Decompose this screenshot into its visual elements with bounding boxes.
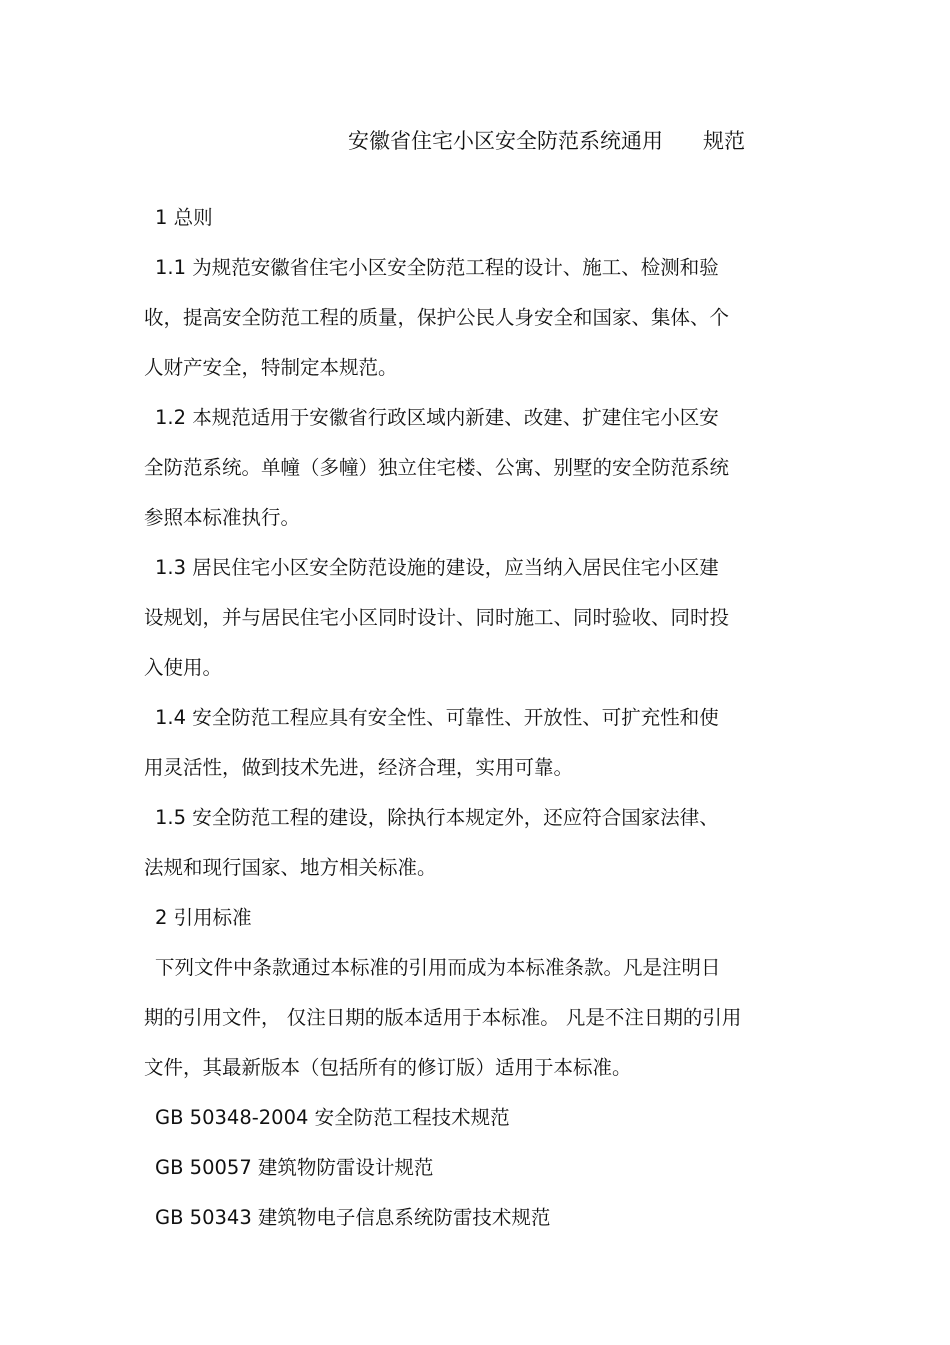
clause-1-1-line-2: 收，提高安全防范工程的质量，保护公民人身安全和国家、集体、个 [144,306,730,329]
reference-standard-item: GB 50343 建筑物电子信息系统防雷技术规范 [155,1206,551,1229]
clause-1-1-line-1: 1.1 为规范安徽省住宅小区安全防范工程的设计、施工、检测和验 [155,256,719,279]
clause-1-2-line-1: 1.2 本规范适用于安徽省行政区域内新建、改建、扩建住宅小区安 [155,406,719,429]
section-heading-references: 2 引用标准 [155,906,252,929]
clause-1-5-line-2: 法规和现行国家、地方相关标准。 [144,856,437,879]
references-intro-line-3: 文件，其最新版本（包括所有的修订版）适用于本标准。 [144,1056,632,1079]
clause-1-2-line-3: 参照本标准执行。 [144,506,301,529]
document-title [348,126,745,156]
references-intro-line-1: 下列文件中条款通过本标准的引用而成为本标准条款。凡是注明日 [155,956,721,979]
clause-1-3-line-1: 1.3 居民住宅小区安全防范设施的建设，应当纳入居民住宅小区建 [155,556,719,579]
section-heading-general: 1 总则 [155,206,213,229]
reference-standard-item: GB 50057 建筑物防雷设计规范 [155,1156,434,1179]
clause-1-4-line-2: 用灵活性，做到技术先进，经济合理，实用可靠。 [144,756,574,779]
references-intro-line-2: 期的引用文件， 仅注日期的版本适用于本标准。 凡是不注日期的引用 [144,1006,742,1029]
title-main: 安徽省住宅小区安全防范系统通用 [348,129,663,153]
clause-1-4-line-1: 1.4 安全防范工程应具有安全性、可靠性、开放性、可扩充性和使 [155,706,719,729]
reference-standard-item: GB 50348-2004 安全防范工程技术规范 [155,1106,510,1129]
clause-1-1-line-3: 人财产安全，特制定本规范。 [144,356,398,379]
title-suffix: 规范 [703,129,745,153]
clause-1-3-line-2: 设规划，并与居民住宅小区同时设计、同时施工、同时验收、同时投 [144,606,730,629]
clause-1-2-line-2: 全防范系统。单幢（多幢）独立住宅楼、公寓、别墅的安全防范系统 [144,456,730,479]
clause-1-3-line-3: 入使用。 [144,656,223,679]
clause-1-5-line-1: 1.5 安全防范工程的建设，除执行本规定外，还应符合国家法律、 [155,806,719,829]
